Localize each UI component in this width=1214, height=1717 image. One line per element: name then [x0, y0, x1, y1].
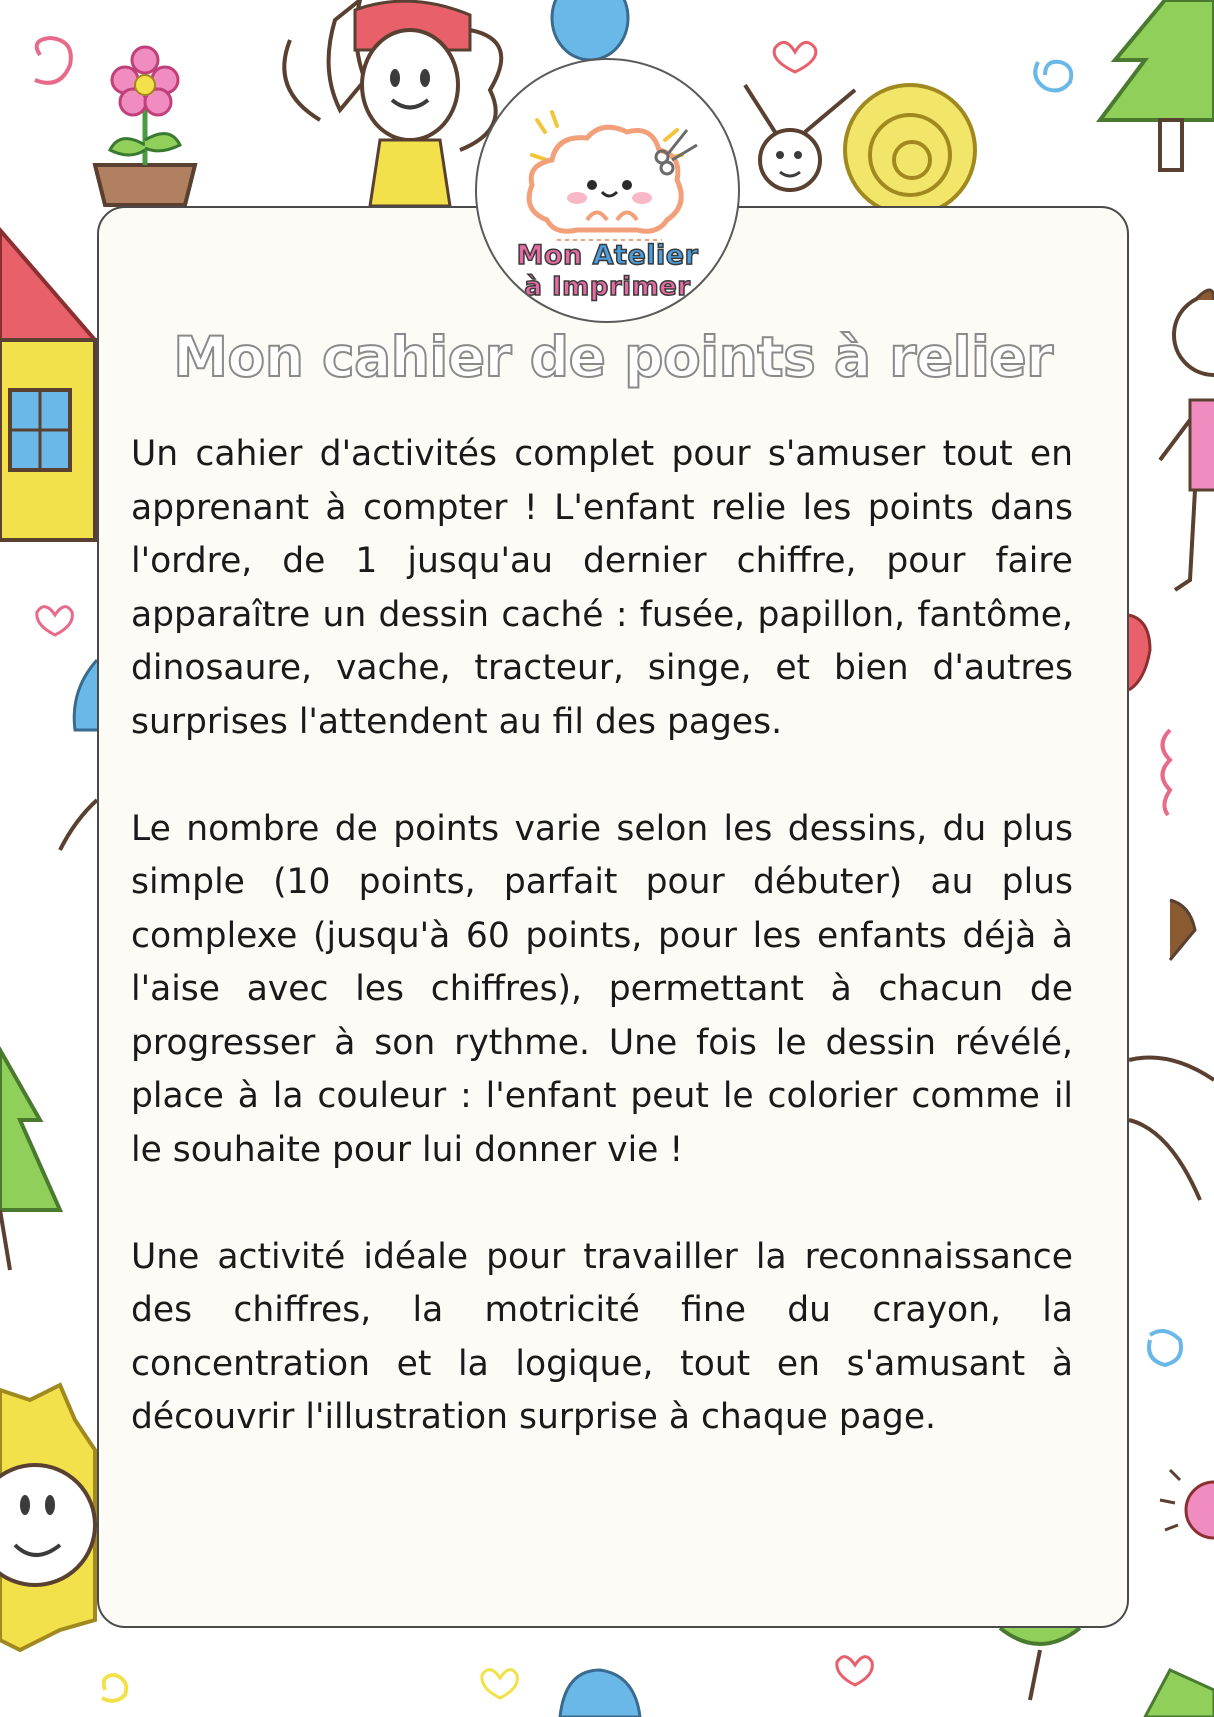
paragraph: Un cahier d'activités complet pour s'amuser tout en apprenant à compter ! L'enfant relie les points dans l'ordre, de 1 jusqu'au dernier chiffre, pour faire apparaître un dessin caché : fusée, papillon, fantôme, dinosaure, vache, tracteur, singe, et bien d'autres surprises l'attendent au fil des pages.: [131, 434, 1073, 742]
tree-icon: [1000, 1628, 1080, 1644]
balloon-icon: [560, 1670, 640, 1717]
sun-icon: [0, 1385, 95, 1650]
heart-icon: [774, 42, 816, 72]
heart-icon: [837, 1657, 873, 1685]
paragraph: Une activité idéale pour travailler la reconnaissance des chiffres, la motricité fine du crayon, la concentration et la logique, tout en s'amusant à découvrir l'illustration surprise à chaque page.: [131, 1236, 1073, 1437]
swirl-icon: [1163, 730, 1171, 815]
logo-text-line2: à Imprimer: [524, 272, 691, 302]
description-text: [131, 428, 1073, 1445]
swirl-icon: [1035, 62, 1071, 91]
logo-text-line1: [477, 240, 738, 271]
heart-icon: [482, 1670, 518, 1698]
brand-logo: [475, 58, 740, 323]
house-icon: [0, 230, 95, 540]
heart-icon: [1129, 615, 1150, 690]
balloon-icon: [74, 660, 97, 730]
swirl-icon: [1149, 1331, 1181, 1365]
logo-word-atelier: Atelier: [592, 240, 699, 271]
paragraph: Le nombre de points varie selon les dessins, du plus simple (10 points, parfait pour débuter) au plus complexe (jusqu'à 60 points, pour les enfants déjà à l'aise avec les chiffres), permettant à chacun de progresser à son rythme. Une fois le dessin révélé, place à la couleur : l'enfant peut le colorier comme il le souhaite pour lui donner vie !: [131, 808, 1073, 1170]
girl-doodle-icon: [284, 0, 501, 206]
pine-tree-icon: [1100, 0, 1214, 170]
swirl-icon: [35, 38, 71, 83]
pine-tree-icon: [1145, 1670, 1214, 1717]
page-title: Mon cahier de points à relier: [173, 325, 1053, 389]
tree-icon: [0, 1050, 60, 1270]
flower-pot-icon: [95, 47, 195, 205]
stick-figure-icon: [1129, 1058, 1214, 1201]
logo-word-mon: Mon: [516, 240, 583, 271]
heart-icon: [37, 607, 73, 635]
swirl-icon: [102, 1675, 126, 1701]
sun-icon: [1160, 1470, 1214, 1538]
stick-figure-icon: [1160, 290, 1214, 590]
snail-icon: [745, 85, 975, 215]
